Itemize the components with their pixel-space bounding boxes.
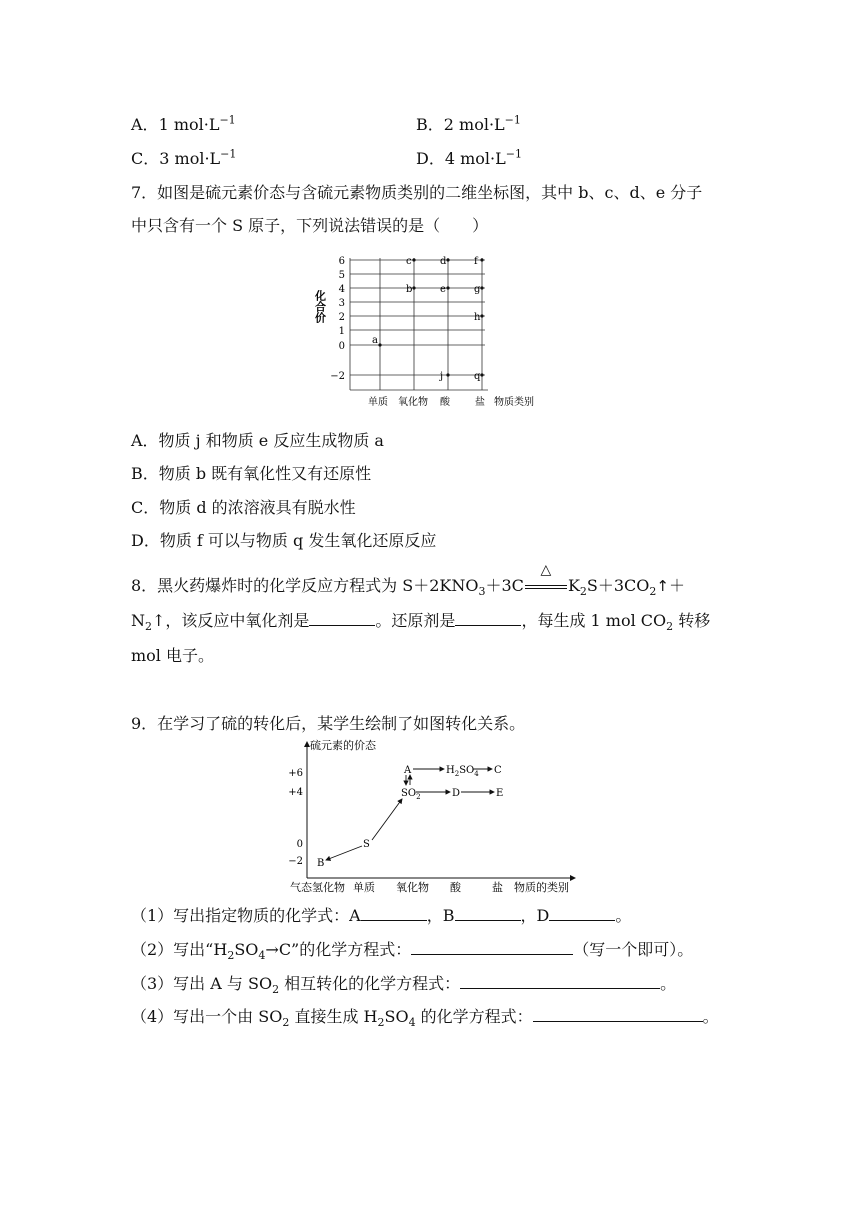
q7-y-tick: 3 (338, 298, 345, 309)
q9-y-tick: +6 (288, 768, 303, 779)
q9-y-title: 硫元素的价态 (310, 739, 376, 752)
q9-y-tick: 0 (296, 839, 303, 850)
q7-point-a (378, 343, 381, 346)
q7-point-j (446, 373, 449, 376)
q9-node-b: B (317, 858, 325, 869)
q9-transformation-chart (280, 738, 580, 894)
q6-option-b: B．2 $mol\cdot L^{-1}$ (416, 113, 521, 134)
q7-y-tick: 2 (338, 312, 345, 323)
q9-blank-d[interactable] (549, 920, 615, 921)
q7-y-tick: 5 (338, 270, 345, 281)
q7-x-tick: 酸 (440, 397, 450, 408)
q7-y-tick: −2 (330, 371, 345, 382)
q7-point-label: f (474, 256, 478, 267)
q9-arrows (326, 769, 494, 860)
q7-point-label: q (474, 371, 481, 382)
q9-blank-b[interactable] (455, 920, 521, 921)
q9-x-ticks (290, 880, 569, 894)
q9-y-tick: +4 (288, 787, 303, 798)
q9-x-title: 物质的类别 (514, 881, 569, 894)
q6-option-c: C．3 $mol\cdot L^{-1}$ (131, 147, 237, 168)
q7-point-label: h (474, 312, 481, 323)
q8-blank-oxidant[interactable] (309, 625, 375, 626)
q7-option-c: C．物质 d 的浓溶液具有脱水性 (131, 498, 356, 517)
q9-blank-eq2[interactable] (411, 954, 573, 955)
q9-sub3: （3）写出 A 与 $SO_2$ 相互转化的化学方程式： 。 (131, 974, 677, 997)
q9-sub1: （1）写出指定物质的化学式：A ，B ，D 。 (131, 906, 632, 925)
q6-option-a: A．1 $mol\cdot L^{-1}$ (131, 113, 236, 134)
q9-node-a: A (404, 765, 412, 776)
q7-point-g (480, 286, 483, 289)
q7-x-tick: 氧化物 (398, 397, 428, 408)
q7-option-d: D．物质 f 可以与物质 q 发生氧化还原反应 (131, 531, 437, 550)
q9-x-tick: 盐 (492, 881, 503, 894)
q9-sub4: （4）写出一个由 $SO_2$ 直接生成 $H_2SO_4$ 的化学方程式： 。 (131, 1007, 719, 1030)
q9-y-tick: −2 (288, 856, 303, 867)
q7-point-label: e (440, 284, 446, 295)
q6-option-d: D．4 $mol\cdot L^{-1}$ (416, 147, 522, 168)
q9-sub2: （2）写出“$H_2SO_4\to C$”的化学方程式： （写一个即可）。 (131, 940, 694, 963)
q7-point-d (446, 258, 449, 261)
q8-line1: 8．黑火药爆炸时的化学反应方程式为 $S+2KNO_3+3C$ △ $K_2S+3CO_2↑+$ (131, 562, 685, 599)
q9-y-ticks (288, 768, 303, 867)
q7-points (372, 256, 484, 382)
q9-blank-eq4[interactable] (533, 1021, 703, 1022)
q7-x-title: 物质类别 (494, 397, 534, 408)
q7-x-ticks (368, 395, 534, 408)
q7-point-e (446, 286, 449, 289)
q9-node-s: S (363, 839, 370, 850)
q7-point-label: g (474, 284, 481, 295)
q7-option-a: A．物质 j 和物质 e 反应生成物质 a (131, 431, 384, 450)
q9-axes (307, 742, 575, 878)
q7-option-b: B．物质 b 既有氧化性又有还原性 (131, 464, 372, 483)
q7-point-label: c (406, 256, 412, 267)
q7-x-tick: 单质 (368, 397, 388, 408)
q7-stem-line2: 中只含有一个 S 原子，下列说法错误的是（ ） (131, 216, 489, 235)
q7-point-label: a (372, 335, 378, 346)
q7-point-label: j (440, 371, 444, 382)
q8-line2: $N_2↑$，该反应中氧化剂是 。还原剂是 ，每生成 1 mol $CO_2$ 转移 (131, 611, 711, 634)
q7-grid (350, 258, 488, 390)
q7-point-q (480, 373, 483, 376)
q9-node-c: C (494, 765, 502, 776)
q9-node-h2so4: $H_2SO_4$ (446, 765, 479, 778)
q7-stem-line1: 7．如图是硫元素价态与含硫元素物质类别的二维坐标图，其中 b、c、d、e 分子 (131, 183, 703, 202)
q9-node-so2: $SO_2$ (401, 788, 421, 801)
q8-line3: mol 电子。 (131, 646, 215, 665)
q9-x-tick: 单质 (353, 881, 375, 894)
q7-point-f (480, 258, 483, 261)
q9-blank-eq3[interactable] (460, 988, 660, 989)
q7-y-tick: 0 (338, 341, 345, 352)
q9-stem: 9．在学习了硫的转化后，某学生绘制了如图转化关系。 (131, 714, 526, 733)
q7-point-h (480, 314, 483, 317)
q7-y-title: 化合价 (313, 290, 327, 323)
q9-x-tick: 酸 (450, 881, 461, 894)
q7-y-tick: 6 (338, 256, 345, 267)
q7-point-b (412, 286, 415, 289)
q7-point-label: d (440, 256, 447, 267)
q9-node-d: D (452, 788, 461, 799)
q7-x-tick: 盐 (475, 397, 485, 408)
q7-y-tick: 1 (338, 326, 345, 337)
q8-blank-reductant[interactable] (455, 625, 521, 626)
q7-y-tick: 4 (338, 284, 345, 295)
q7-point-c (412, 258, 415, 261)
q9-node-e: E (496, 788, 504, 799)
q7-valence-chart (310, 250, 550, 412)
q9-blank-a[interactable] (361, 920, 427, 921)
q8-condition-arrow: △ (524, 576, 568, 595)
q7-y-ticks (330, 256, 345, 382)
q9-x-tick: 氧化物 (396, 881, 429, 894)
q9-x-tick: 气态氢化物 (290, 881, 345, 894)
q7-point-label: b (406, 284, 413, 295)
